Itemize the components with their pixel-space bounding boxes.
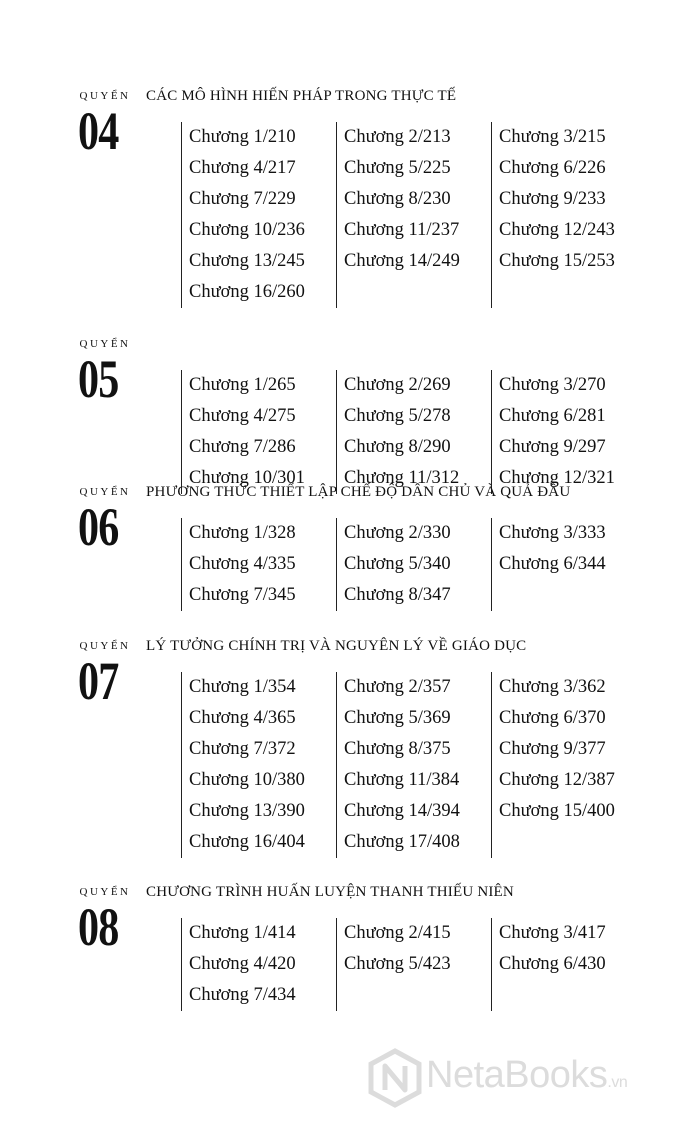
chapter-entry[interactable]: Chương 4/420 (189, 954, 296, 974)
volume-title: PHƯƠNG THỨC THIẾT LẬP CHẾ ĐỘ DÂN CHỦ VÀ QUẢ ĐẦU (146, 484, 571, 500)
chapter-entry[interactable]: Chương 6/370 (499, 708, 606, 728)
chapter-column (336, 918, 487, 1011)
chapter-entry[interactable]: Chương 3/362 (499, 677, 606, 697)
chapter-column (181, 672, 332, 858)
chapter-entry[interactable]: Chương 13/390 (189, 801, 305, 821)
chapter-entry[interactable]: Chương 10/301 (189, 468, 305, 488)
chapter-entry[interactable]: Chương 1/328 (189, 523, 296, 543)
volume-title: LÝ TƯỞNG CHÍNH TRỊ VÀ NGUYÊN LÝ VỀ GIÁO DỤC (146, 638, 527, 654)
chapter-entry[interactable]: Chương 9/233 (499, 189, 606, 209)
chapter-entry[interactable]: Chương 2/357 (344, 677, 451, 697)
chapter-column (181, 370, 332, 494)
chapter-entry[interactable]: Chương 14/394 (344, 801, 460, 821)
chapter-entry[interactable]: Chương 16/260 (189, 282, 305, 302)
chapter-entry[interactable]: Chương 15/253 (499, 251, 615, 271)
chapter-entry[interactable]: Chương 9/297 (499, 437, 606, 457)
chapter-entry[interactable]: Chương 8/347 (344, 585, 451, 605)
chapter-entry[interactable]: Chương 7/372 (189, 739, 296, 759)
chapter-entry[interactable]: Chương 3/417 (499, 923, 606, 943)
chapter-entry[interactable]: Chương 12/321 (499, 468, 615, 488)
volume-number: 06 (78, 497, 119, 557)
chapter-entry[interactable]: Chương 13/245 (189, 251, 305, 271)
chapter-entry[interactable]: Chương 3/333 (499, 523, 606, 543)
chapter-entry[interactable]: Chương 4/365 (189, 708, 296, 728)
volume-label: QUYỂN (79, 886, 131, 898)
volume-number: 08 (78, 897, 119, 957)
volume-label: QUYỂN (79, 90, 131, 102)
chapter-entry[interactable]: Chương 17/408 (344, 832, 460, 852)
chapter-entry[interactable]: Chương 2/415 (344, 923, 451, 943)
chapter-entry[interactable]: Chương 10/380 (189, 770, 305, 790)
chapter-entry[interactable]: Chương 7/345 (189, 585, 296, 605)
chapter-entry[interactable]: Chương 8/290 (344, 437, 451, 457)
chapter-entry[interactable]: Chương 7/229 (189, 189, 296, 209)
chapter-column (181, 918, 332, 1011)
chapter-column (336, 672, 487, 858)
chapter-entry[interactable]: Chương 4/275 (189, 406, 296, 426)
chapter-entry[interactable]: Chương 6/344 (499, 554, 606, 574)
chapter-column (181, 122, 332, 308)
chapter-entry[interactable]: Chương 5/278 (344, 406, 451, 426)
volume-label: QUYỂN (79, 640, 131, 652)
chapter-entry[interactable]: Chương 8/230 (344, 189, 451, 209)
chapter-entry[interactable]: Chương 14/249 (344, 251, 460, 271)
chapter-entry[interactable]: Chương 1/265 (189, 375, 296, 395)
chapter-entry[interactable]: Chương 2/330 (344, 523, 451, 543)
chapter-column (491, 918, 642, 1011)
chapter-entry[interactable]: Chương 7/434 (189, 985, 296, 1005)
chapter-column (491, 122, 642, 308)
chapter-entry[interactable]: Chương 15/400 (499, 801, 615, 821)
chapter-column (336, 122, 487, 308)
chapter-entry[interactable]: Chương 3/215 (499, 127, 606, 147)
chapter-entry[interactable]: Chương 7/286 (189, 437, 296, 457)
chapter-entry[interactable]: Chương 1/354 (189, 677, 296, 697)
chapter-entry[interactable]: Chương 16/404 (189, 832, 305, 852)
volume-number: 07 (78, 651, 119, 711)
netabooks-logo-icon (368, 1048, 422, 1108)
chapter-entry[interactable]: Chương 1/210 (189, 127, 296, 147)
chapter-entry[interactable]: Chương 6/430 (499, 954, 606, 974)
chapter-column (491, 518, 642, 611)
volume-label: QUYỂN (79, 338, 131, 350)
chapter-entry[interactable]: Chương 5/423 (344, 954, 451, 974)
chapter-entry[interactable]: Chương 2/269 (344, 375, 451, 395)
chapter-entry[interactable]: Chương 9/377 (499, 739, 606, 759)
chapter-column (336, 518, 487, 611)
chapter-entry[interactable]: Chương 4/217 (189, 158, 296, 178)
chapter-entry[interactable]: Chương 4/335 (189, 554, 296, 574)
chapter-entry[interactable]: Chương 6/281 (499, 406, 606, 426)
chapter-entry[interactable]: Chương 3/270 (499, 375, 606, 395)
volume-title: CHƯƠNG TRÌNH HUẤN LUYỆN THANH THIẾU NIÊN (146, 884, 514, 900)
chapter-entry[interactable]: Chương 11/384 (344, 770, 460, 790)
watermark-text: NetaBooks.vn (426, 1054, 628, 1096)
chapter-column (181, 518, 332, 611)
chapter-entry[interactable]: Chương 2/213 (344, 127, 451, 147)
volume-label: QUYỂN (79, 486, 131, 498)
volume-number: 04 (78, 101, 119, 161)
chapter-entry[interactable]: Chương 1/414 (189, 923, 296, 943)
chapter-entry[interactable]: Chương 5/369 (344, 708, 451, 728)
chapter-column (491, 370, 642, 494)
chapter-entry[interactable]: Chương 5/225 (344, 158, 451, 178)
chapter-entry[interactable]: Chương 12/387 (499, 770, 615, 790)
chapter-column (491, 672, 642, 858)
chapter-entry[interactable]: Chương 8/375 (344, 739, 451, 759)
chapter-entry[interactable]: Chương 5/340 (344, 554, 451, 574)
volume-title: CÁC MÔ HÌNH HIẾN PHÁP TRONG THỰC TẾ (146, 88, 457, 104)
watermark-logo (368, 1048, 698, 1108)
chapter-entry[interactable]: Chương 11/312 (344, 468, 460, 488)
chapter-entry[interactable]: Chương 10/236 (189, 220, 305, 240)
chapter-column (336, 370, 487, 494)
chapter-entry[interactable]: Chương 6/226 (499, 158, 606, 178)
chapter-entry[interactable]: Chương 12/243 (499, 220, 615, 240)
volume-number: 05 (78, 349, 119, 409)
chapter-entry[interactable]: Chương 11/237 (344, 220, 460, 240)
